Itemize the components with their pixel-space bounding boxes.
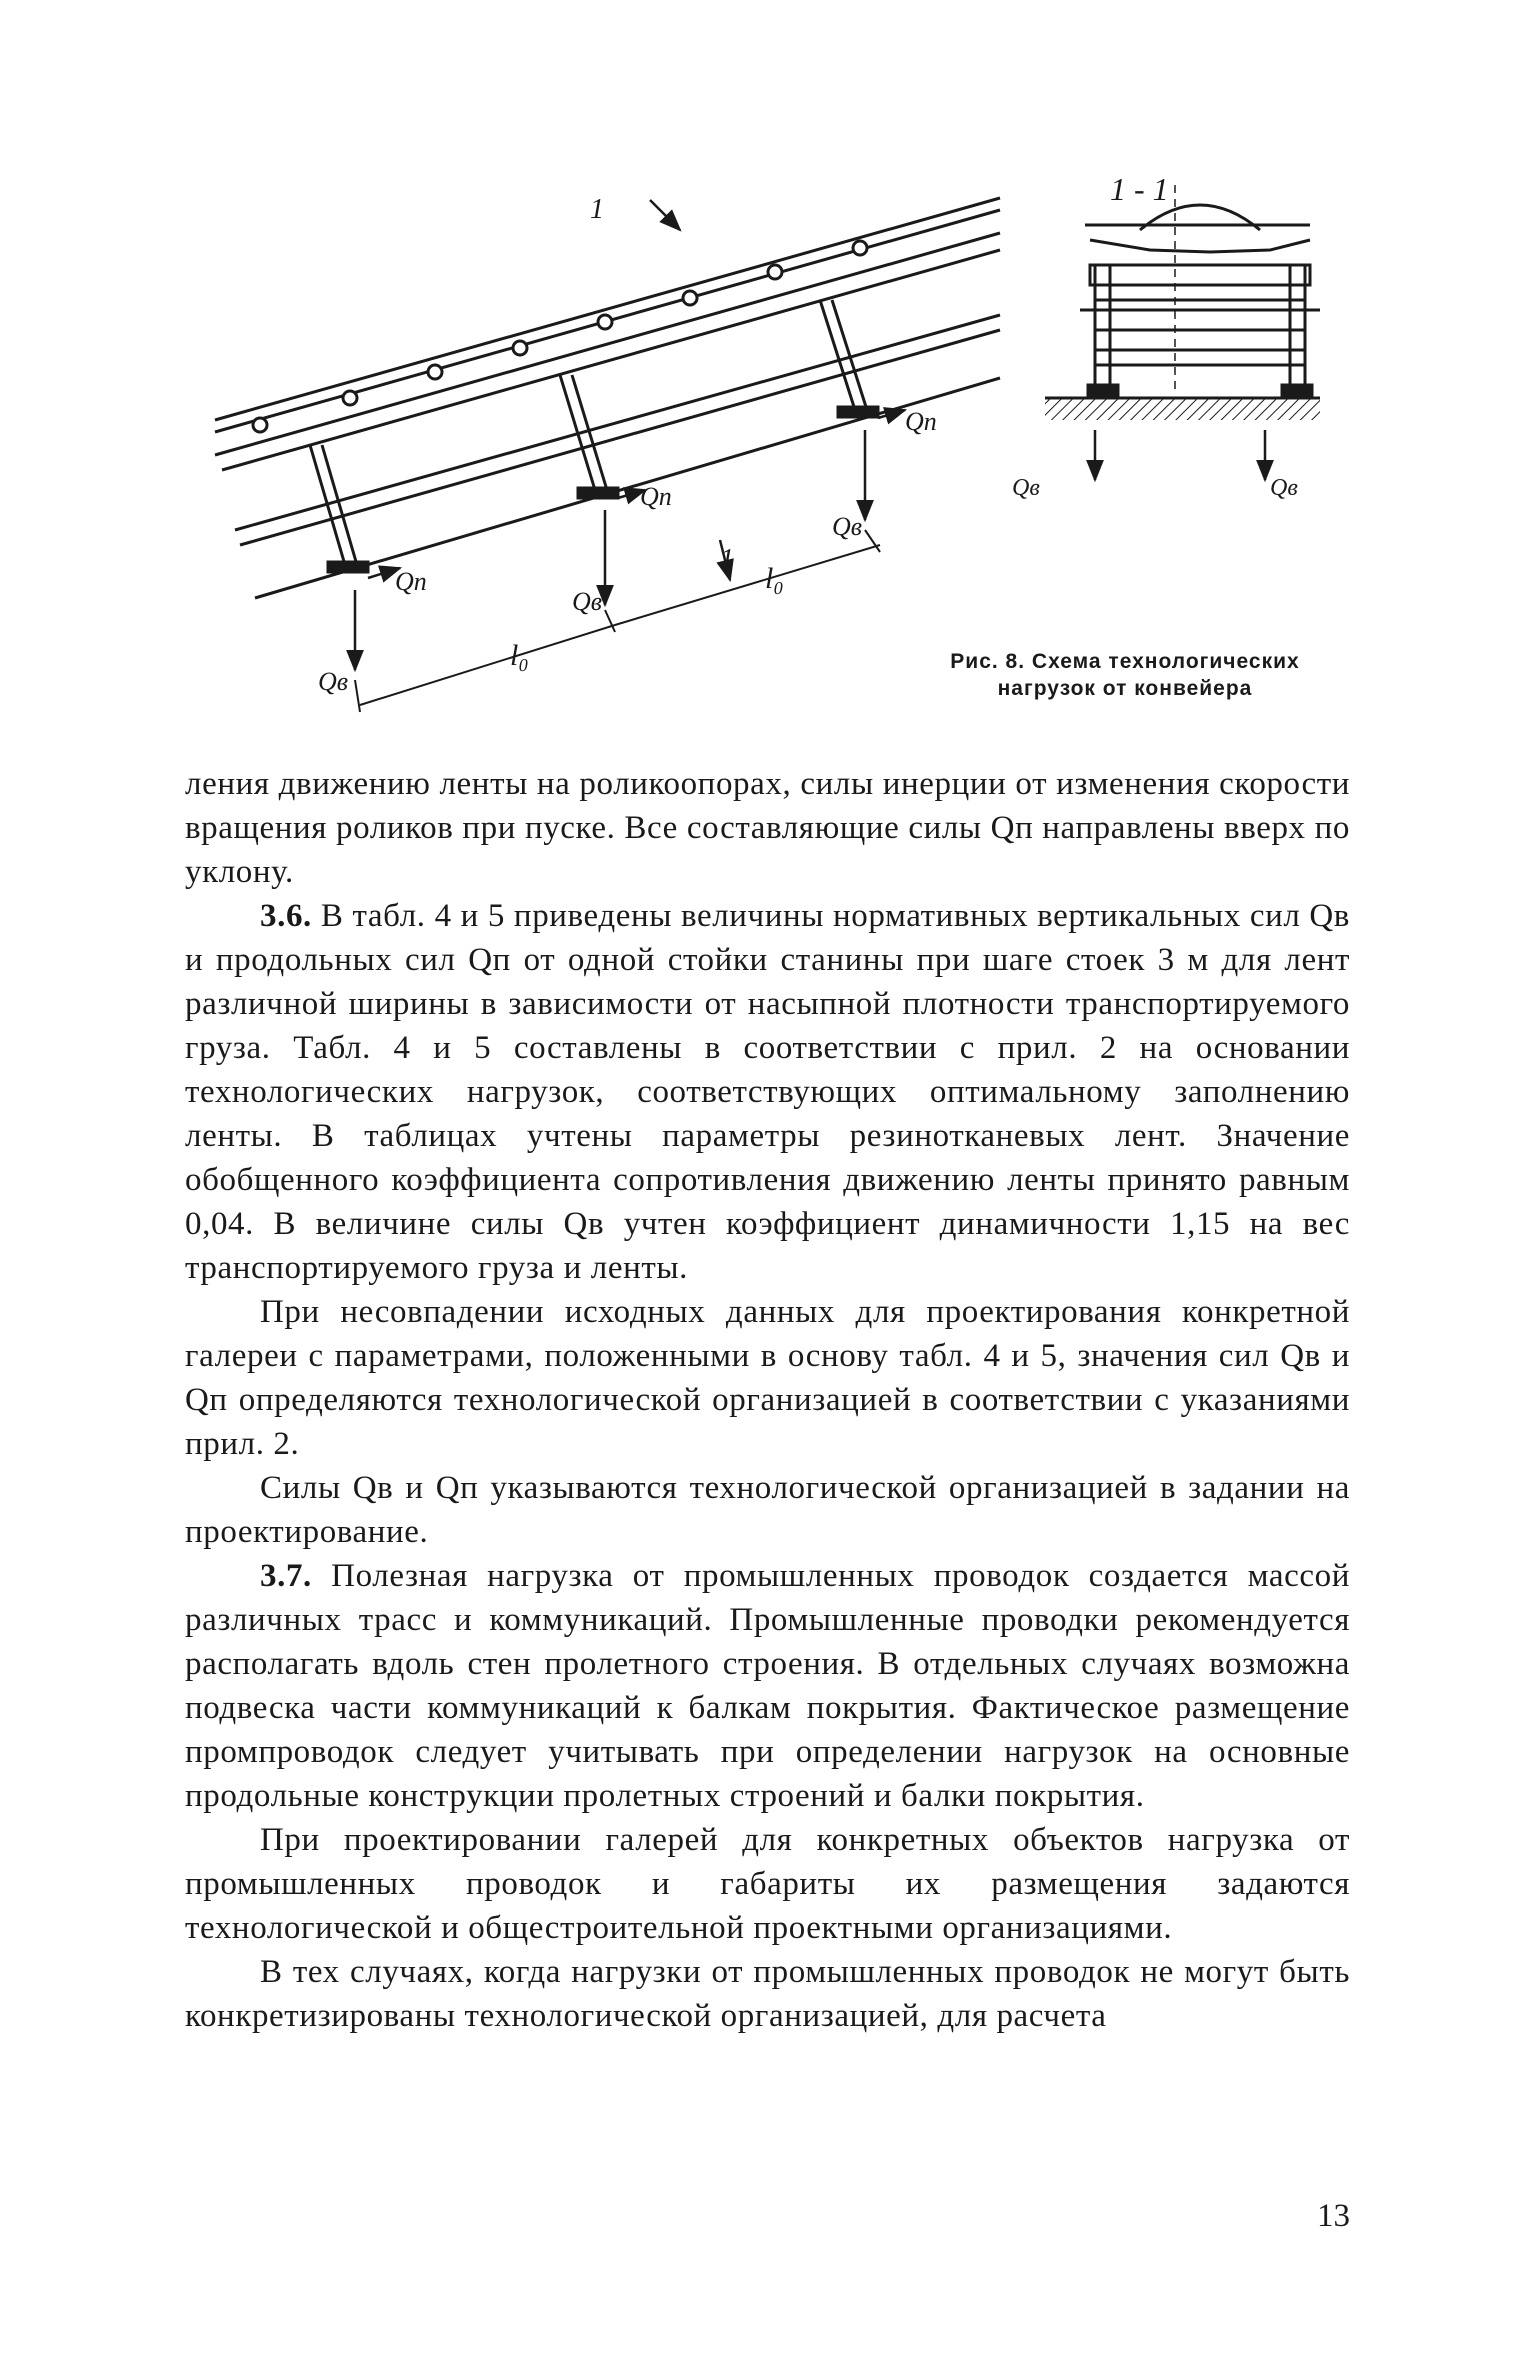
label-qp-3: Qп: [905, 407, 937, 436]
label-qv-3: Qв: [832, 512, 863, 541]
label-qv-1: Qв: [318, 667, 349, 696]
paragraph-3-6: [185, 894, 1350, 1290]
paragraph-6: При проектировании галерей для конкретных объектов нагрузка от промышленных проводок и габариты их размещения задаются технологической и общестроительной проектными организациями.: [185, 1822, 1350, 1946]
label-qp-1: Qп: [395, 567, 427, 596]
caption-line-1: Рис. 8. Схема технологических: [950, 650, 1300, 673]
body-text: [185, 762, 1350, 2038]
label-qv-section-right: Qв: [1270, 475, 1298, 501]
paragraph-3-7: [185, 1554, 1350, 1818]
label-l0-1: l₀: [510, 639, 529, 672]
paragraph-7: В тех случаях, когда нагрузки от промышленных проводок не могут быть конкретизированы технологической организацией, для расчета: [185, 1954, 1350, 2034]
dimension-lines: [355, 530, 880, 712]
label-qp-2: Qп: [640, 482, 672, 511]
idler-rollers: [253, 241, 867, 432]
paragraph-3: При несовпадении исходных данных для проектирования конкретной галереи с параметрами, положенными в основу табл. 4 и 5, значения сил Qв и Qп определяются технологической организацией в соответствии с указаниями прил. 2.: [185, 1294, 1350, 1462]
conveyor-rails: [215, 198, 1000, 598]
cut-marker-bottom: 1: [720, 544, 734, 575]
conveyor-schematic: [0, 0, 1535, 740]
conveyor-load-figure: [0, 0, 1535, 740]
caption-line-2: нагрузок от конвейера: [997, 677, 1253, 700]
cross-section: [1045, 185, 1320, 480]
label-qv-section-left: Qв: [1012, 475, 1040, 501]
label-qv-2: Qв: [572, 587, 603, 616]
figure-caption: [905, 648, 1345, 702]
paragraph-3-6-text: В табл. 4 и 5 приведены величины нормативных вертикальных сил Qв и продольных сил Qп от одной стойки станины при шаге стоек 3 м для лент различной ширины в зависимости от насыпной плотности транспортируемого груза. Табл. 4 и 5 составлены в соответствии с прил. 2 на основании технологических нагрузок, соответствующих оптимальному заполнению ленты. В таблицах учтены параметры резинотканевых лент. Значение обобщенного коэффициента сопротивления движению ленты принято равным 0,04. В величине силы Qв учтен коэффициент динамичности 1,15 на вес транспортируемого груза и ленты.: [185, 898, 1350, 1286]
cut-marker-top: 1: [590, 194, 604, 225]
section-label: 1 - 1: [1110, 171, 1169, 207]
paragraph-3-7-text: Полезная нагрузка от промышленных проводок создается массой различных трасс и коммуникаций. Промышленные проводки рекомендуется располагать вдоль стен пролетного строения. В отдельных случаях возможна подвеска части коммуникаций к балкам покрытия. Фактическое размещение промпроводок следует учитывать при определении нагрузок на основные продольные конструкции пролетных строений и балки покрытия.: [185, 1558, 1351, 1814]
paragraph-1: ления движению ленты на роликоопорах, силы инерции от изменения скорости вращения роликов при пуске. Все составляющие силы Qп направлены вверх по уклону.: [185, 766, 1350, 890]
label-l0-2: l₀: [765, 562, 784, 595]
section-number-3-7: 3.7.: [260, 1558, 312, 1594]
paragraph-4: Силы Qв и Qп указываются технологической организацией в задании на проектирование.: [185, 1470, 1350, 1550]
section-number-3-6: 3.6.: [260, 898, 312, 934]
page-number: 13: [1317, 2198, 1350, 2234]
stands: [310, 300, 878, 572]
